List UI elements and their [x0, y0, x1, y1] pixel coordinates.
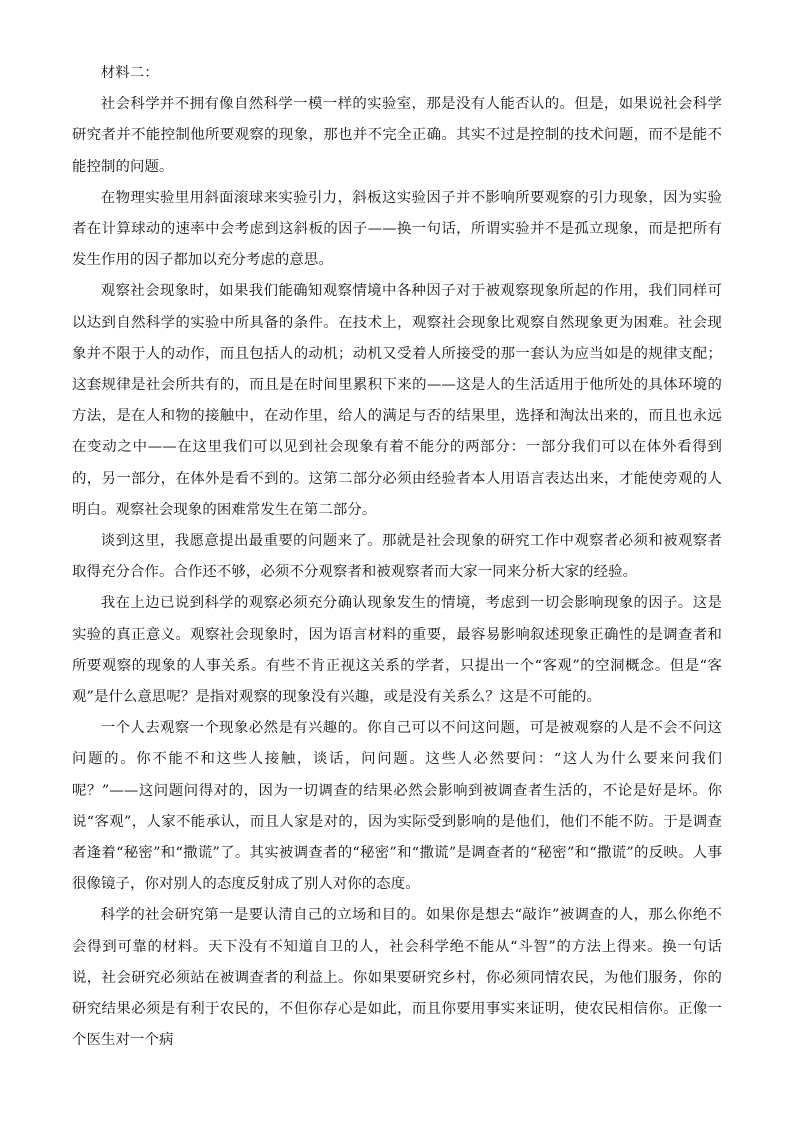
paragraph-2: 在物理实验里用斜面滚球来实验引力，斜板这实验因子并不影响所要观察的引力现象，因为实验者在计算球动的速率中会考虑到这斜板的因子——换一句话，所谓实验并不是孤立现象，而是把所有发生作用的因子都加以充分考虑的意思。	[72, 189, 722, 269]
paragraph-7: 科学的社会研究第一是要认清自己的立场和目的。如果你是想去“敲诈”被调查的人，那么你绝不会得到可靠的材料。天下没有不知道自卫的人，社会科学绝不能从“斗智”的方法上得来。换一句话说，社会研究必须站在被调查者的利益上。你如果要研究乡村，你必须同情农民，为他们服务，你的研究结果必须是有利于农民的，不但你存心是如此，而且你要用事实来证明，使农民相信你。正像一个医生对一个病	[72, 907, 722, 1049]
paragraph-1: 社会科学并不拥有像自然科学一模一样的实验室，那是没有人能否认的。但是，如果说社会科学研究者并不能控制他所要观察的现象，那也并不完全正确。其实不过是控制的技术问题，而不是能不能控制的问题。	[72, 96, 722, 175]
material-heading: 材料二：	[100, 65, 159, 81]
document-body	[72, 58, 722, 1057]
paragraph-6: 一个人去观察一个现象必然是有兴趣的。你自己可以不问这问题，可是被观察的人是不会不问这问题的。你不能不和这些人接触，谈话，问问题。这些人必然要问：“这人为什么要来问我们呢？”——这问题问得对的，因为一切调查的结果必然会影响到被调查者生活的，不论是好是坏。你说“客观”，人家不能承认，而且人家是对的，因为实际受到影响的是他们，他们不能不防。于是调查者逢着“秘密”和“撒谎”了。其实被调查者的“秘密”和“撒谎”是调查者的“秘密”和“撒谎”的反映。人事很像镜子，你对别人的态度反射成了别人对你的态度。	[72, 720, 722, 893]
paragraph-5: 我在上边已说到科学的观察必须充分确认现象发生的情境，考虑到一切会影响现象的因子。这是实验的真正意义。观察社会现象时，因为语言材料的重要，最容易影响叙述现象正确性的是调查者和所要观察的现象的人事关系。有些不肯正视这关系的学者，只提出一个“客观”的空洞概念。但是“客观”是什么意思呢？是指对观察的现象没有兴趣，或是没有关系么？这是不可能的。	[72, 595, 722, 706]
paragraph-3: 观察社会现象时，如果我们能确知观察情境中各种因子对于被观察现象所起的作用，我们同样可以达到自然科学的实验中所具备的条件。在技术上，观察社会现象比观察自然现象更为困难。社会现象并不限于人的动作，而且包括人的动机；动机又受着人所接受的那一套认为应当如是的规律支配；这套规律是社会所共有的，而且是在时间里累积下来的——这是人的生活适用于他所处的具体环境的方法，是在人和物的接触中，在动作里，给人的满足与否的结果里，选择和淘汰出来的，而且也永远在变动之中——在这里我们可以见到社会现象有着不能分的两部分：一部分我们可以在体外看得到的，另一部分，在体外是看不到的。这第二部分必须由经验者本人用语言表达出来，才能使旁观的人明白。观察社会现象的困难常发生在第二部分。	[72, 283, 722, 518]
paragraph-4: 谈到这里，我愿意提出最重要的问题来了。那就是社会现象的研究工作中观察者必须和被观察者取得充分合作。合作还不够，必须不分观察者和被观察者而大家一同来分析大家的经验。	[72, 533, 722, 581]
